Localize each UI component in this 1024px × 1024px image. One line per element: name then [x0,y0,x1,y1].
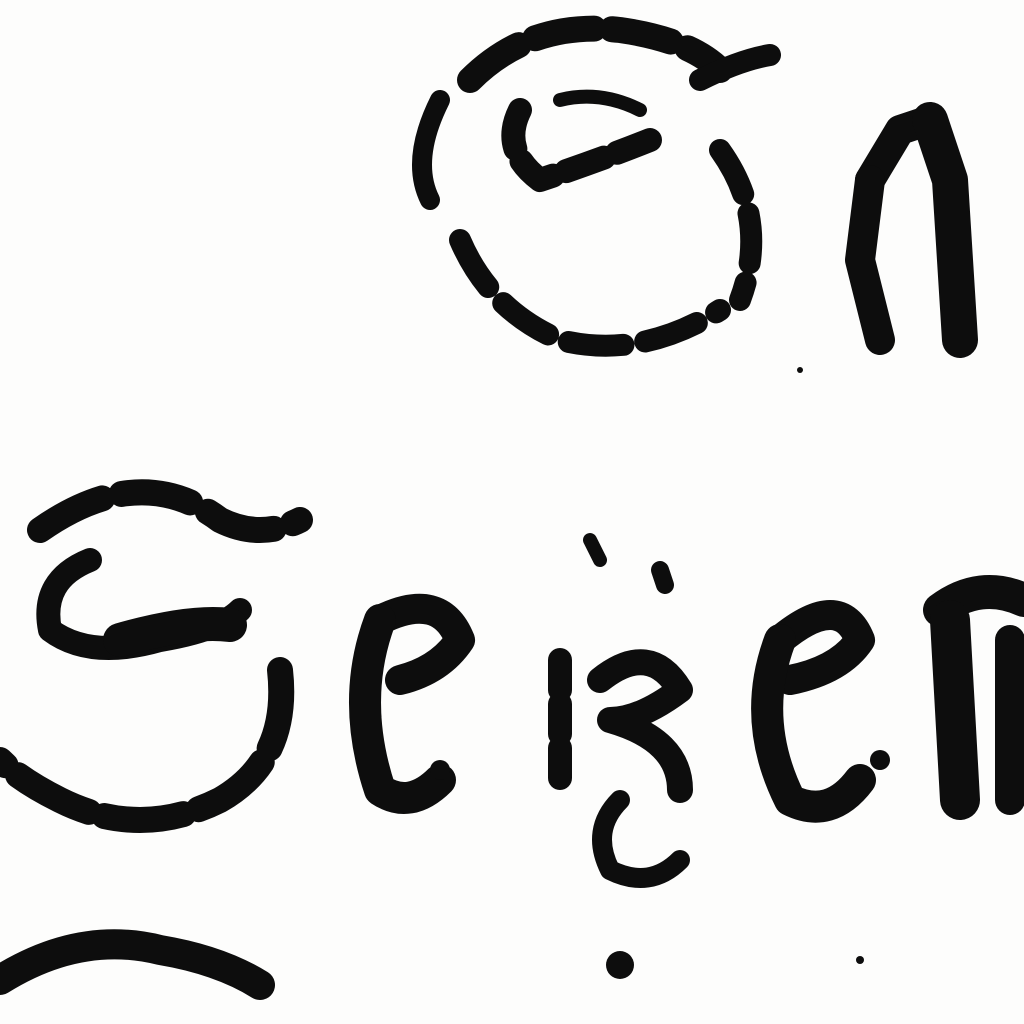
text-line-1 [420,60,804,360]
text-line-2 [0,470,1024,810]
